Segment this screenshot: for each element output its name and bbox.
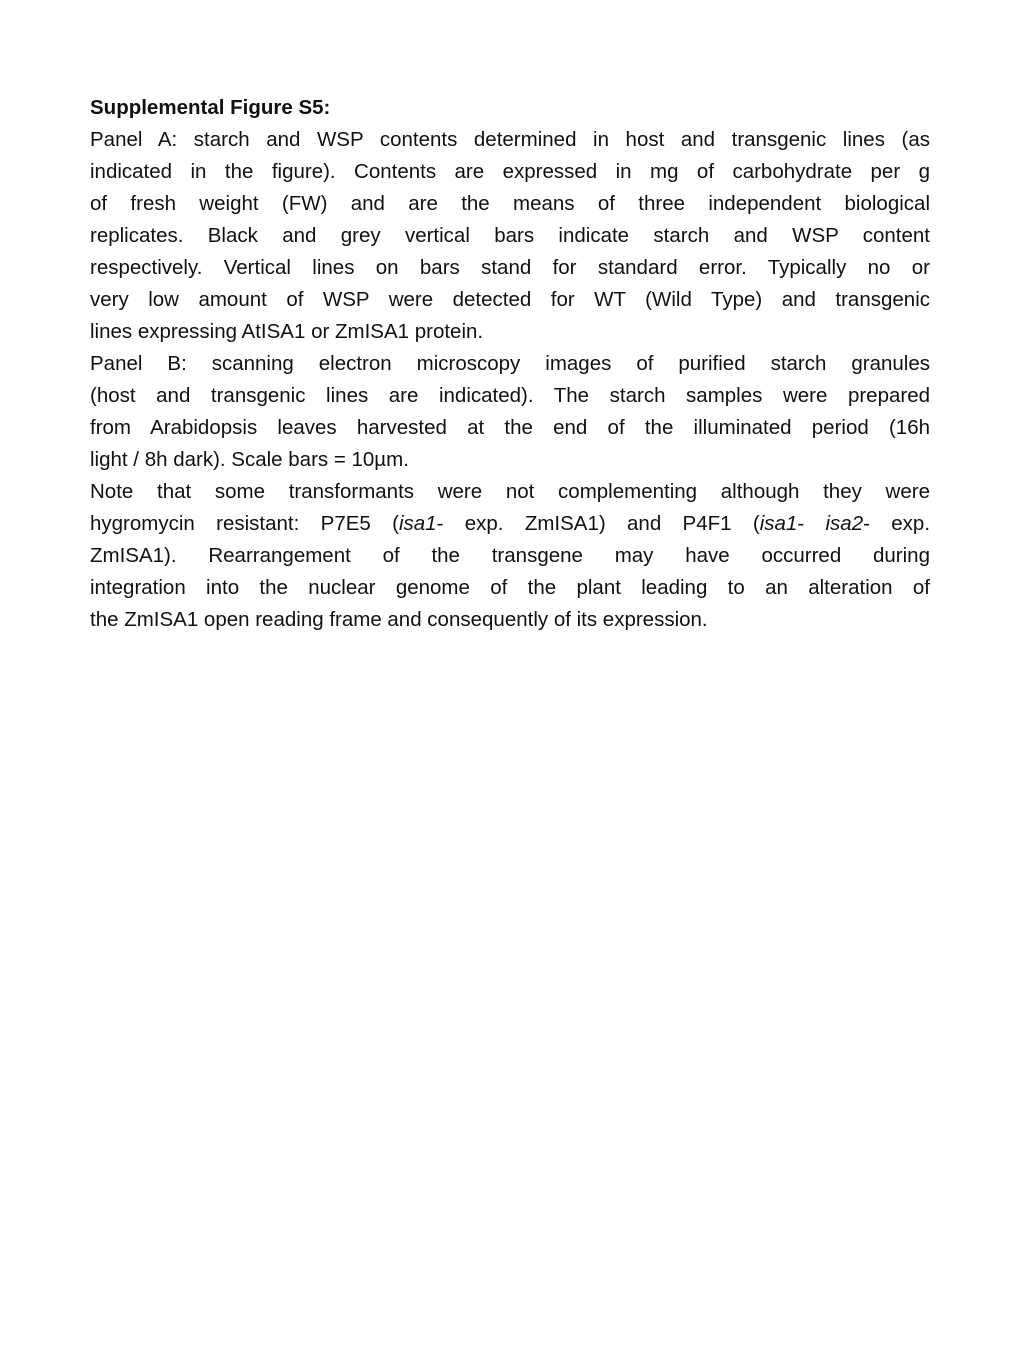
text-segment: - exp. ZmISA1) and P4F1 ( [436,512,760,535]
text-segment: light / 8h dark). Scale bars = 10µm. [90,448,409,471]
text-segment: - [797,512,826,535]
text-segment: very low amount of WSP were detected for WT (Wild Type) and transgenic [90,288,930,311]
text-segment: Panel B: scanning electron microscopy images of purified starch granules [90,352,930,375]
text-segment: indicated in the figure). Contents are expressed in mg of carbohydrate per g [90,160,930,183]
text-line [90,124,930,156]
caption-document [90,92,930,636]
text-segment: ZmISA1). Rearrangement of the transgene may have occurred during [90,544,930,567]
text-line [90,188,930,220]
text-line [90,572,930,604]
text-line [90,252,930,284]
text-line [90,220,930,252]
figure-title: Supplemental Figure S5: [90,96,331,119]
text-segment: the ZmISA1 open reading frame and consequently of its expression. [90,608,708,631]
text-line [90,380,930,412]
text-line [90,540,930,572]
italic-gene-name: isa2 [825,512,864,535]
text-segment: Panel A: starch and WSP contents determined in host and transgenic lines (as [90,128,930,151]
text-segment: from Arabidopsis leaves harvested at the end of the illuminated period (16h [90,416,930,439]
text-line [90,284,930,316]
italic-gene-name: isa1 [759,512,798,535]
text-line [90,604,930,636]
text-segment: replicates. Black and grey vertical bars indicate starch and WSP content [90,224,930,247]
text-line [90,348,930,380]
text-line [90,412,930,444]
text-segment: Note that some transformants were not complementing although they were [90,480,930,503]
text-segment: of fresh weight (FW) and are the means of three independent biological [90,192,930,215]
text-line [90,476,930,508]
paragraph [90,348,930,476]
text-line [90,508,930,540]
paragraph [90,476,930,636]
paragraph [90,124,930,348]
text-segment: hygromycin resistant: P7E5 ( [90,512,399,535]
text-line [90,316,930,348]
text-segment: - exp. [863,512,930,535]
text-segment: integration into the nuclear genome of the plant leading to an alteration of [90,576,930,599]
text-segment: lines expressing AtISA1 or ZmISA1 protein. [90,320,484,343]
italic-gene-name: isa1 [398,512,437,535]
text-line [90,156,930,188]
text-segment: (host and transgenic lines are indicated). The starch samples were prepared [90,384,930,407]
text-segment: respectively. Vertical lines on bars stand for standard error. Typically no or [90,256,930,279]
text-line [90,444,930,476]
